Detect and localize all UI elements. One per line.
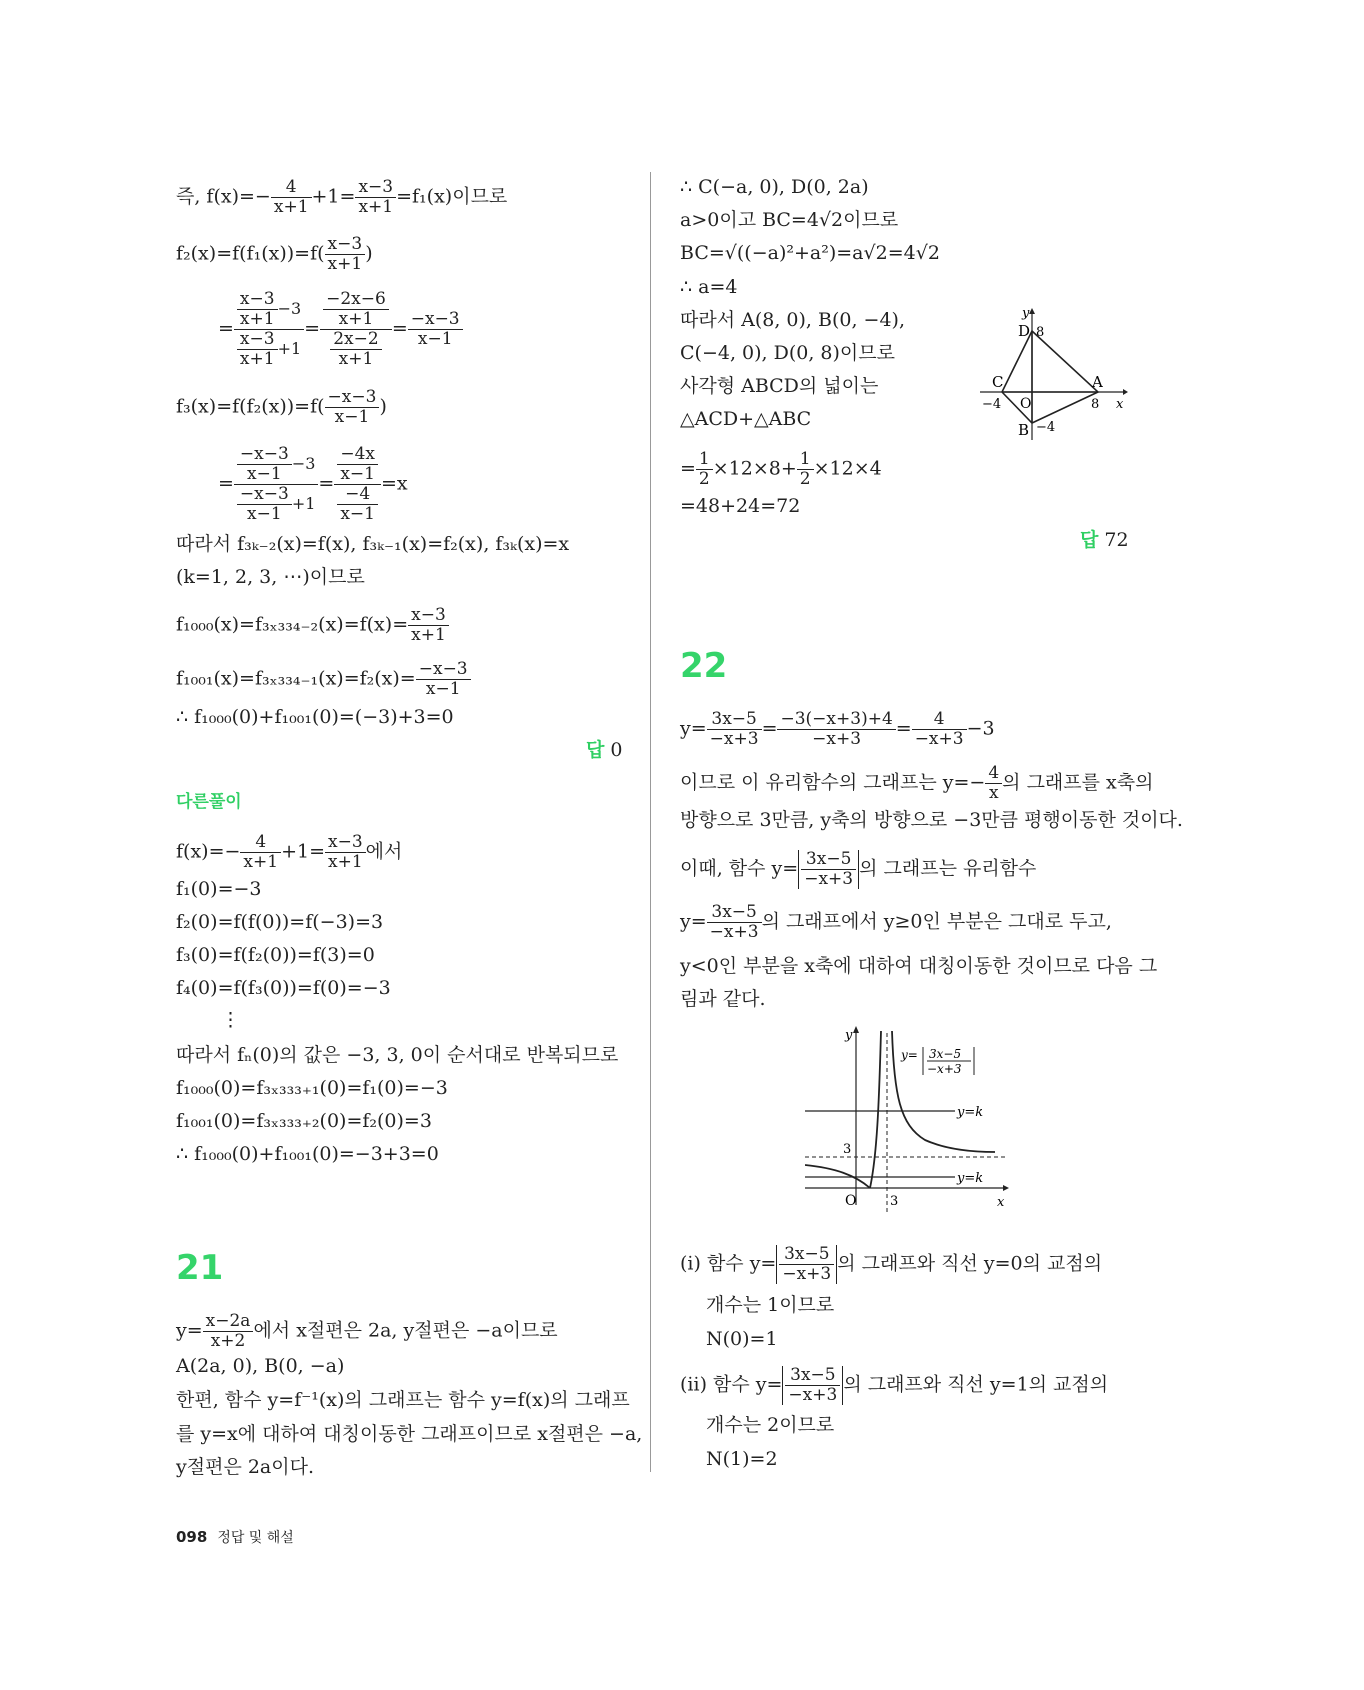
eq-f1001-line: f₁₀₀₁(x)=f₃ₓ₃₃₄₋₁(x)=f₂(x)= $\frac{-x-3}{x-1}$ (176, 660, 471, 699)
vertical-ellipsis: ⋮ (221, 1009, 240, 1031)
answer-label: 답 (1080, 529, 1099, 551)
text-line: (k=1, 2, 3, ⋯)이므로 (176, 566, 365, 588)
text-line: 이므로 이 유리함수의 그래프는 y=− $\frac{4}{x}$ 의 그래프를 x축의 (680, 763, 1154, 803)
fraction: $\frac{3x-5}{-x+3}$ (779, 1245, 834, 1284)
text-line: f₁₀₀₀(0)=f₃ₓ₃₃₃₊₁(0)=f₁(0)=−3 (176, 1077, 448, 1099)
label-Bm4: −4 (1036, 420, 1056, 435)
fraction: $\frac{x-3}{x+1}$ (408, 606, 449, 645)
fraction: $\frac{3x-5}{-x+3}$ (707, 710, 762, 749)
eq-f3-line: f₃(x)=f(f₂(x))=f( $\frac{-x-3}{x-1}$ ) (176, 387, 387, 427)
fraction: $\frac{4}{x}$ (985, 764, 1002, 803)
text-line: f₂(0)=f(f(0))=f(−3)=3 (176, 911, 384, 933)
fraction: $\frac{x-2a}{x+2}$ (203, 1312, 254, 1351)
case-i-line: (ⅰ) 함수 y= $\frac{3x-5}{-x+3}$ 의 그래프와 직선 y=0의 교점의 (680, 1244, 1103, 1284)
text-line: a>0이고 BC=4√2이므로 (680, 209, 899, 231)
fraction: $\frac{1}{2}$ (696, 450, 713, 489)
text-line: y절편은 2a이다. (176, 1456, 314, 1478)
label-B: B (1018, 421, 1030, 439)
problem-number-22: 22 (680, 646, 728, 686)
fraction: $\frac{-x-3}{x-1}$ (325, 388, 380, 427)
case-ii-line: (ⅱ) 함수 y= $\frac{3x-5}{-x+3}$ 의 그래프와 직선 y=1의 교점의 (680, 1365, 1109, 1405)
eq-f3-expansion: = $\frac{-x-3}{x-1}$ −3 $\frac{-x-3}{x-1}$ +1 = $\frac{\frac{-4x}{x-1}}{\frac{-4}{x-1}}$ =x (218, 444, 408, 524)
text-line: 따라서 fₙ(0)의 값은 −3, 3, 0이 순서대로 반복되므로 (176, 1044, 619, 1066)
eq-alt-f-line: f(x)=− $\frac{4}{x+1}$ +1= $\frac{x-3}{x+1}$ 에서 (176, 832, 403, 872)
text-line: y<0인 부분을 x축에 대하여 대칭이동한 것이므로 다음 그 (680, 955, 1158, 977)
label-y: y (1022, 306, 1030, 321)
text-line: ∴ C(−a, 0), D(0, 2a) (680, 176, 869, 198)
eq-22-line: y= $\frac{3x-5}{-x+3}$ = $\frac{-3(-x+3)+4}{-x+3}$ = $\frac{4}{-x+3}$ −3 (680, 709, 995, 749)
rational-function-graph (805, 1025, 1010, 1215)
fraction: $\frac{4}{-x+3}$ (912, 710, 967, 749)
fraction: $\frac{3x-5}{-x+3}$ (801, 850, 856, 889)
label-3-y: 3 (843, 1142, 852, 1157)
text-line: =48+24=72 (680, 495, 801, 517)
curve-label-prefix: y= (901, 1048, 918, 1062)
label-x: x (1116, 397, 1124, 412)
answer (586, 738, 623, 762)
eq-f2-expansion: = $\frac{x-3}{x+1}$ −3 $\frac{x-3}{x+1}$ +1 = $\frac{\frac{-2x-6}{x+1}}{\frac{2x-2}{x+1}}$ = $\frac{-x-3}{x-1}$ (218, 290, 463, 369)
fraction: $\frac{4}{x+1}$ (240, 833, 281, 872)
label-x: x (997, 1195, 1005, 1210)
problem-number-21: 21 (176, 1248, 224, 1288)
text-line: A(2a, 0), B(0, −a) (176, 1355, 345, 1377)
x-axis-arrow (1003, 1185, 1009, 1191)
compound-fraction: $\frac{\frac{-4x}{x-1}}{\frac{-4}{x-1}}$ (334, 445, 381, 524)
label-y: y (845, 1028, 853, 1043)
text-line: ∴ a=4 (680, 276, 738, 298)
curve-label-denominator: −x+3 (927, 1062, 962, 1076)
text-line: C(−4, 0), D(0, 8)이므로 (680, 342, 895, 364)
text-line: 를 y=x에 대하여 대칭이동한 그래프이므로 x절편은 −a, (176, 1423, 643, 1445)
text: 즉, f(x)=− (176, 185, 271, 208)
label-O: O (1020, 396, 1032, 412)
label-y-k-top: y=k (957, 1105, 984, 1120)
label-C: C (992, 373, 1004, 391)
eq-21-line: y= $\frac{x-2a}{x+2}$ 에서 x절편은 2a, y절편은 −a이므로 (176, 1311, 558, 1351)
compound-fraction: $\frac{x-3}{x+1}$ −3 $\frac{x-3}{x+1}$ +1 (234, 290, 304, 369)
text-line: ∴ f₁₀₀₀(0)+f₁₀₀₁(0)=(−3)+3=0 (176, 706, 454, 728)
answer-label: 답 (586, 739, 605, 761)
eq-area-line: = $\frac{1}{2}$ ×12×8+ $\frac{1}{2}$ ×12×4 (680, 449, 882, 489)
fraction: $\frac{3x-5}{-x+3}$ (785, 1366, 840, 1405)
alt-solution-title: 다른풀이 (176, 792, 242, 812)
text-line: △ACD+△ABC (680, 408, 812, 430)
curve-left-branch-upper (870, 1031, 881, 1188)
label-O: O (845, 1193, 857, 1209)
fraction: $\frac{4}{x+1}$ (271, 178, 312, 217)
quadrilateral-abcd (1002, 331, 1098, 423)
curve-label-numerator: 3x−5 (929, 1047, 962, 1061)
text-line: N(1)=2 (706, 1448, 778, 1470)
eq-f-line: 즉, f(x)=− $\frac{4}{x+1}$ +1= $\frac{x-3}{x+1}$ =f₁(x)이므로 (176, 177, 508, 217)
text-line: 사각형 ABCD의 넓이는 (680, 375, 879, 397)
label-3-x: 3 (890, 1194, 899, 1209)
fraction: $\frac{-x-3}{x-1}$ (416, 660, 471, 699)
text-line: 따라서 A(8, 0), B(0, −4), (680, 309, 905, 331)
label-A: A (1092, 373, 1103, 391)
fraction: $\frac{x-3}{x+1}$ (325, 235, 366, 274)
text-line: 개수는 2이므로 (706, 1414, 835, 1436)
x-axis-arrow (1123, 389, 1128, 395)
text-line: f₁(0)=−3 (176, 878, 262, 900)
compound-fraction: $\frac{-x-3}{x-1}$ −3 $\frac{-x-3}{x-1}$ +1 (234, 445, 319, 524)
answer-value: 0 (610, 739, 623, 761)
fraction: $\frac{3x-5}{-x+3}$ (707, 903, 762, 942)
text-line: y= $\frac{3x-5}{-x+3}$ 의 그래프에서 y≥0인 부분은 그대로 두고, (680, 902, 1112, 942)
text-line: 방향으로 3만큼, y축의 방향으로 −3만큼 평행이동한 것이다. (680, 809, 1183, 831)
compound-fraction: $\frac{\frac{-2x-6}{x+1}}{\frac{2x-2}{x+1}}$ (320, 290, 392, 369)
fraction: $\frac{x-3}{x+1}$ (355, 178, 396, 217)
text-line: 한편, 함수 y=f⁻¹(x)의 그래프는 함수 y=f(x)의 그래프 (176, 1389, 630, 1411)
eq-f2-line: f₂(x)=f(f₁(x))=f( $\frac{x-3}{x+1}$ ) (176, 234, 373, 274)
text-line: 이때, 함수 y= $\frac{3x-5}{-x+3}$ 의 그래프는 유리함수 (680, 849, 1037, 889)
eq-f1000-line: f₁₀₀₀(x)=f₃ₓ₃₃₄₋₂(x)=f(x)= $\frac{x-3}{x+1}$ (176, 606, 449, 645)
y-axis-arrow (1029, 308, 1035, 314)
text-line: f₄(0)=f(f₃(0))=f(0)=−3 (176, 977, 391, 999)
fraction: $\frac{-x-3}{x-1}$ (408, 310, 463, 349)
answer-value: 72 (1104, 529, 1129, 551)
answer (1080, 528, 1129, 552)
fraction: $\frac{x-3}{x+1}$ (325, 833, 366, 872)
label-A8: 8 (1091, 397, 1100, 412)
page-number: 098 (176, 1528, 208, 1546)
text-line: 개수는 1이므로 (706, 1294, 835, 1316)
text-line: ∴ f₁₀₀₀(0)+f₁₀₀₁(0)=−3+3=0 (176, 1143, 439, 1165)
label-Cm4: −4 (982, 397, 1002, 412)
label-D8: 8 (1036, 325, 1045, 340)
quadrilateral-diagram (978, 305, 1128, 445)
text-line: N(0)=1 (706, 1328, 778, 1350)
label-y-k-bottom: y=k (957, 1171, 984, 1186)
fraction: $\frac{-3(-x+3)+4}{-x+3}$ (777, 710, 895, 749)
page-footer (176, 1527, 294, 1547)
column-divider (650, 172, 651, 1472)
y-axis-arrow (853, 1026, 859, 1033)
text-line: f₃(0)=f(f₂(0))=f(3)=0 (176, 944, 375, 966)
text-line: f₁₀₀₁(0)=f₃ₓ₃₃₃₊₂(0)=f₂(0)=3 (176, 1110, 432, 1132)
text-line: 림과 같다. (680, 988, 766, 1010)
text-line: 따라서 f₃ₖ₋₂(x)=f(x), f₃ₖ₋₁(x)=f₂(x), f₃ₖ(x)=x (176, 533, 570, 555)
text-line: BC=√((−a)²+a²)=a√2=4√2 (680, 242, 940, 264)
footer-label: 정답 및 해설 (217, 1530, 294, 1546)
fraction: $\frac{1}{2}$ (797, 450, 814, 489)
label-D: D (1018, 322, 1031, 340)
